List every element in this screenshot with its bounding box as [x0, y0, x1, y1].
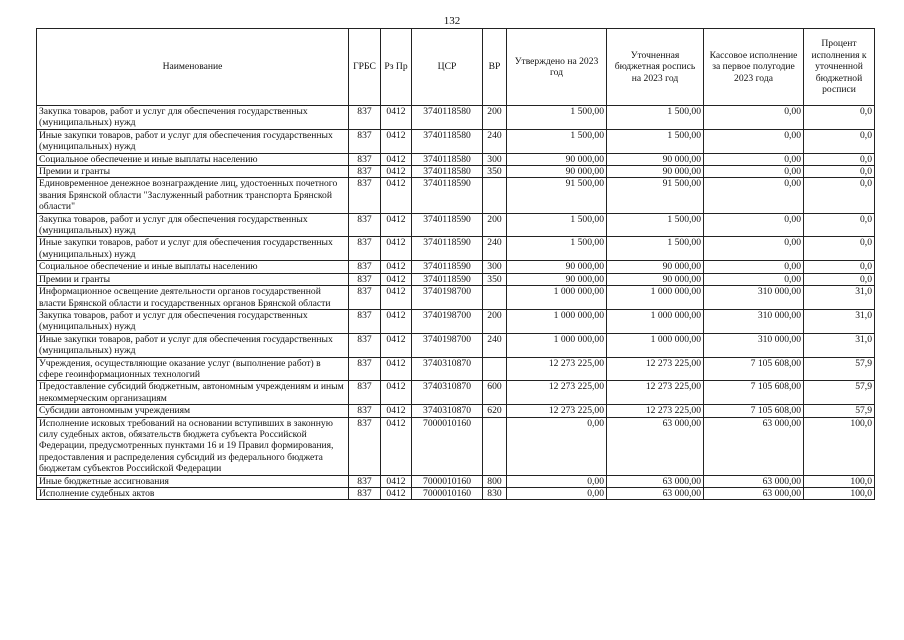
cell-vr	[483, 417, 507, 475]
table-row	[37, 286, 875, 310]
cell-csr: 3740198700	[412, 309, 483, 333]
cell-cash: 0,00	[704, 261, 804, 273]
cell-approved: 90 000,00	[507, 273, 607, 285]
table-row	[37, 475, 875, 487]
cell-rzpr: 0412	[381, 488, 412, 500]
cell-approved: 12 273 225,00	[507, 357, 607, 381]
page-number: 132	[443, 15, 461, 27]
table-row	[37, 309, 875, 333]
header-refined: Уточненная бюджетная роспись на 2023 год	[607, 29, 704, 106]
cell-cash: 310 000,00	[704, 309, 804, 333]
header-vr: ВР	[483, 29, 507, 106]
cell-vr: 350	[483, 166, 507, 178]
cell-rzpr: 0412	[381, 417, 412, 475]
cell-refined: 1 500,00	[607, 106, 704, 130]
cell-cash: 7 105 608,00	[704, 381, 804, 405]
cell-vr: 200	[483, 106, 507, 130]
cell-name: Исполнение судебных актов	[37, 488, 349, 500]
cell-vr: 240	[483, 333, 507, 357]
cell-approved: 1 500,00	[507, 213, 607, 237]
table-row	[37, 178, 875, 213]
cell-vr: 300	[483, 153, 507, 165]
cell-name: Учреждения, осуществляющие оказание услуг (выполнение работ) в сфере геоинформационных технологий	[37, 357, 349, 381]
cell-cash: 310 000,00	[704, 286, 804, 310]
cell-vr: 620	[483, 405, 507, 417]
cell-grbs: 837	[349, 357, 381, 381]
cell-csr: 3740198700	[412, 333, 483, 357]
cell-name: Закупка товаров, работ и услуг для обеспечения государственных (муниципальных) нужд	[37, 213, 349, 237]
cell-grbs: 837	[349, 237, 381, 261]
header-cash: Кассовое исполнение за первое полугодие 2023 года	[704, 29, 804, 106]
cell-grbs: 837	[349, 273, 381, 285]
cell-approved: 1 500,00	[507, 237, 607, 261]
cell-rzpr: 0412	[381, 273, 412, 285]
table-row	[37, 106, 875, 130]
table-body	[37, 106, 875, 500]
cell-refined: 1 000 000,00	[607, 333, 704, 357]
cell-rzpr: 0412	[381, 357, 412, 381]
cell-refined: 1 500,00	[607, 129, 704, 153]
cell-cash: 310 000,00	[704, 333, 804, 357]
cell-rzpr: 0412	[381, 166, 412, 178]
cell-cash: 0,00	[704, 273, 804, 285]
table-row	[37, 153, 875, 165]
cell-approved: 0,00	[507, 417, 607, 475]
cell-percent: 0,0	[804, 129, 875, 153]
cell-grbs: 837	[349, 153, 381, 165]
cell-name: Премии и гранты	[37, 166, 349, 178]
cell-cash: 7 105 608,00	[704, 357, 804, 381]
cell-percent: 0,0	[804, 273, 875, 285]
cell-rzpr: 0412	[381, 213, 412, 237]
cell-csr: 3740310870	[412, 357, 483, 381]
cell-refined: 63 000,00	[607, 488, 704, 500]
cell-approved: 1 000 000,00	[507, 309, 607, 333]
cell-cash: 63 000,00	[704, 488, 804, 500]
cell-name: Иные закупки товаров, работ и услуг для обеспечения государственных (муниципальных) нужд	[37, 237, 349, 261]
cell-percent: 0,0	[804, 178, 875, 213]
table-header	[37, 29, 875, 106]
cell-csr: 3740118590	[412, 237, 483, 261]
cell-refined: 1 500,00	[607, 213, 704, 237]
cell-csr: 3740118580	[412, 129, 483, 153]
cell-grbs: 837	[349, 309, 381, 333]
cell-grbs: 837	[349, 475, 381, 487]
cell-approved: 90 000,00	[507, 153, 607, 165]
cell-grbs: 837	[349, 286, 381, 310]
cell-cash: 63 000,00	[704, 417, 804, 475]
cell-approved: 12 273 225,00	[507, 381, 607, 405]
cell-grbs: 837	[349, 417, 381, 475]
cell-refined: 90 000,00	[607, 166, 704, 178]
cell-percent: 0,0	[804, 106, 875, 130]
cell-rzpr: 0412	[381, 106, 412, 130]
cell-percent: 0,0	[804, 153, 875, 165]
header-rzpr: Рз Пр	[381, 29, 412, 106]
cell-percent: 0,0	[804, 237, 875, 261]
cell-grbs: 837	[349, 178, 381, 213]
cell-csr: 3740310870	[412, 381, 483, 405]
cell-grbs: 837	[349, 488, 381, 500]
cell-csr: 7000010160	[412, 488, 483, 500]
cell-refined: 90 000,00	[607, 273, 704, 285]
cell-rzpr: 0412	[381, 178, 412, 213]
cell-approved: 90 000,00	[507, 166, 607, 178]
cell-refined: 12 273 225,00	[607, 357, 704, 381]
cell-percent: 100,0	[804, 488, 875, 500]
cell-refined: 12 273 225,00	[607, 381, 704, 405]
cell-refined: 90 000,00	[607, 261, 704, 273]
table-row	[37, 333, 875, 357]
cell-name: Закупка товаров, работ и услуг для обеспечения государственных (муниципальных) нужд	[37, 309, 349, 333]
table-row	[37, 488, 875, 500]
cell-vr	[483, 178, 507, 213]
cell-percent: 31,0	[804, 309, 875, 333]
cell-name: Иные бюджетные ассигнования	[37, 475, 349, 487]
cell-csr: 7000010160	[412, 475, 483, 487]
cell-vr: 350	[483, 273, 507, 285]
cell-percent: 31,0	[804, 333, 875, 357]
cell-vr: 600	[483, 381, 507, 405]
cell-cash: 0,00	[704, 237, 804, 261]
cell-csr: 3740118590	[412, 261, 483, 273]
cell-grbs: 837	[349, 213, 381, 237]
cell-approved: 1 500,00	[507, 106, 607, 130]
cell-name: Закупка товаров, работ и услуг для обеспечения государственных (муниципальных) нужд	[37, 106, 349, 130]
cell-name: Иные закупки товаров, работ и услуг для обеспечения государственных (муниципальных) нужд	[37, 333, 349, 357]
budget-table	[36, 28, 875, 500]
table-row	[37, 166, 875, 178]
cell-percent: 100,0	[804, 417, 875, 475]
table-row	[37, 381, 875, 405]
cell-cash: 0,00	[704, 178, 804, 213]
table-row	[37, 405, 875, 417]
cell-percent: 31,0	[804, 286, 875, 310]
cell-cash: 0,00	[704, 166, 804, 178]
cell-csr: 7000010160	[412, 417, 483, 475]
cell-approved: 1 000 000,00	[507, 286, 607, 310]
cell-vr: 300	[483, 261, 507, 273]
cell-name: Единовременное денежное вознаграждение лиц, удостоенных почетного звания Брянской области "Заслуженный работник транспорта Брянской области"	[37, 178, 349, 213]
cell-grbs: 837	[349, 333, 381, 357]
cell-grbs: 837	[349, 381, 381, 405]
cell-refined: 90 000,00	[607, 153, 704, 165]
table-row	[37, 237, 875, 261]
cell-rzpr: 0412	[381, 333, 412, 357]
cell-vr: 240	[483, 237, 507, 261]
header-percent: Процент исполнения к уточненной бюджетной росписи	[804, 29, 875, 106]
cell-approved: 1 500,00	[507, 129, 607, 153]
cell-rzpr: 0412	[381, 286, 412, 310]
cell-percent: 57,9	[804, 405, 875, 417]
cell-grbs: 837	[349, 106, 381, 130]
cell-csr: 3740118580	[412, 166, 483, 178]
cell-refined: 63 000,00	[607, 475, 704, 487]
cell-cash: 0,00	[704, 129, 804, 153]
cell-percent: 0,0	[804, 166, 875, 178]
cell-rzpr: 0412	[381, 153, 412, 165]
cell-grbs: 837	[349, 405, 381, 417]
cell-grbs: 837	[349, 166, 381, 178]
cell-name: Премии и гранты	[37, 273, 349, 285]
cell-approved: 90 000,00	[507, 261, 607, 273]
cell-csr: 3740118590	[412, 273, 483, 285]
cell-csr: 3740310870	[412, 405, 483, 417]
cell-csr: 3740118580	[412, 153, 483, 165]
cell-approved: 0,00	[507, 475, 607, 487]
header-approved: Утверждено на 2023 год	[507, 29, 607, 106]
cell-name: Иные закупки товаров, работ и услуг для обеспечения государственных (муниципальных) нужд	[37, 129, 349, 153]
cell-grbs: 837	[349, 129, 381, 153]
cell-cash: 0,00	[704, 106, 804, 130]
cell-rzpr: 0412	[381, 237, 412, 261]
cell-refined: 12 273 225,00	[607, 405, 704, 417]
cell-csr: 3740118590	[412, 213, 483, 237]
cell-vr: 200	[483, 309, 507, 333]
cell-cash: 7 105 608,00	[704, 405, 804, 417]
cell-cash: 0,00	[704, 153, 804, 165]
cell-name: Информационное освещение деятельности органов государственной власти Брянской области и государственных органов Брянской области	[37, 286, 349, 310]
table-row	[37, 357, 875, 381]
cell-percent: 0,0	[804, 261, 875, 273]
cell-grbs: 837	[349, 261, 381, 273]
cell-name: Социальное обеспечение и иные выплаты населению	[37, 261, 349, 273]
cell-rzpr: 0412	[381, 309, 412, 333]
cell-vr: 240	[483, 129, 507, 153]
cell-refined: 91 500,00	[607, 178, 704, 213]
header-name: Наименование	[37, 29, 349, 106]
cell-name: Субсидии автономным учреждениям	[37, 405, 349, 417]
cell-refined: 63 000,00	[607, 417, 704, 475]
cell-vr: 800	[483, 475, 507, 487]
table-row	[37, 417, 875, 475]
cell-name: Социальное обеспечение и иные выплаты населению	[37, 153, 349, 165]
cell-percent: 0,0	[804, 213, 875, 237]
cell-name: Предоставление субсидий бюджетным, автономным учреждениям и иным некоммерческим организациям	[37, 381, 349, 405]
cell-rzpr: 0412	[381, 405, 412, 417]
cell-percent: 57,9	[804, 357, 875, 381]
cell-csr: 3740118590	[412, 178, 483, 213]
cell-csr: 3740198700	[412, 286, 483, 310]
table-row	[37, 261, 875, 273]
cell-rzpr: 0412	[381, 261, 412, 273]
table-row	[37, 129, 875, 153]
header-grbs: ГРБС	[349, 29, 381, 106]
cell-approved: 12 273 225,00	[507, 405, 607, 417]
cell-percent: 57,9	[804, 381, 875, 405]
cell-rzpr: 0412	[381, 475, 412, 487]
table-row	[37, 273, 875, 285]
cell-vr: 830	[483, 488, 507, 500]
cell-percent: 100,0	[804, 475, 875, 487]
table-row	[37, 213, 875, 237]
cell-refined: 1 000 000,00	[607, 309, 704, 333]
cell-vr	[483, 286, 507, 310]
cell-cash: 0,00	[704, 213, 804, 237]
cell-rzpr: 0412	[381, 129, 412, 153]
cell-rzpr: 0412	[381, 381, 412, 405]
cell-refined: 1 000 000,00	[607, 286, 704, 310]
header-csr: ЦСР	[412, 29, 483, 106]
cell-name: Исполнение исковых требований на основании вступивших в законную силу судебных актов, обязательств бюджета субъекта Российской Федерации, предусмотренных пунктами 16 и 19 Правил формирования, предоставления и распределения субсидий из федерального бюджета бюджетам субъектов Российской Федерации	[37, 417, 349, 475]
cell-vr	[483, 357, 507, 381]
cell-approved: 0,00	[507, 488, 607, 500]
cell-vr: 200	[483, 213, 507, 237]
cell-csr: 3740118580	[412, 106, 483, 130]
cell-refined: 1 500,00	[607, 237, 704, 261]
cell-approved: 1 000 000,00	[507, 333, 607, 357]
cell-cash: 63 000,00	[704, 475, 804, 487]
cell-approved: 91 500,00	[507, 178, 607, 213]
